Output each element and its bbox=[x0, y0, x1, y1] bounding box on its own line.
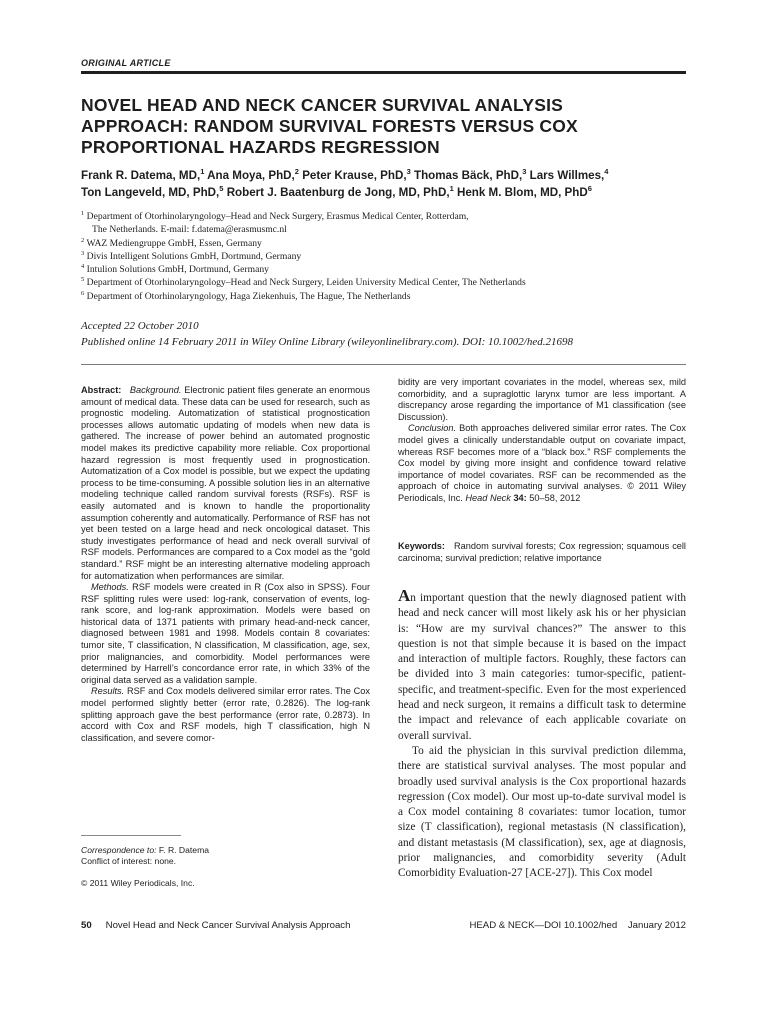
affiliation-number: 2 bbox=[81, 236, 85, 244]
journal-doi: HEAD & NECK—DOI 10.1002/hed bbox=[469, 920, 618, 931]
author-affiliation-mark: 2 bbox=[294, 167, 299, 177]
conclusion-label: Conclusion. bbox=[408, 423, 457, 434]
author-affiliation-mark: 3 bbox=[522, 167, 527, 177]
methods-label: Methods. bbox=[91, 582, 129, 593]
section-divider bbox=[81, 364, 686, 365]
publication-dates bbox=[81, 319, 691, 350]
footer-journal-info bbox=[469, 919, 686, 933]
accepted-date: Accepted 22 October 2010 bbox=[81, 320, 199, 332]
affiliation-text: Department of Otorhinolaryngology, Haga Ziekenhuis, The Hague, The Netherlands bbox=[86, 290, 411, 302]
abstract-conclusion bbox=[398, 423, 686, 504]
results-text: RSF and Cox models delivered similar error rates. The Cox model performed slightly better (error rate, 0.2826). The log-rank splitting approach gave the best performance (error rate, 0.2873). In accord with Cox and RSF models, high T classification, high N classification, and severe comor- bbox=[81, 686, 370, 743]
author-affiliation-mark: 1 bbox=[200, 167, 205, 177]
paragraph-text: n important question that the newly diagnosed patient with head and neck cancer will most likely ask his or her physician is: “How are my survival chances?” The answer to this question is not that simple because it is based on the impact and interaction of multiple factors. Roughly, these factors can be divided into 3 main categories: tumor-specific, patient-specific, and treatment-specific. Even for the most experienced head and neck surgeon, it remains a difficult task to determine the impact and relevance of each applicable covariate on overall survival. bbox=[398, 592, 686, 742]
footnotes bbox=[81, 845, 370, 889]
citation-volume: 34: bbox=[513, 492, 527, 503]
correspondence-label: Correspondence to: bbox=[81, 845, 157, 855]
affiliation-item bbox=[81, 276, 691, 289]
abstract-methods bbox=[81, 582, 370, 686]
author-name: Robert J. Baatenburg de Jong, MD, PhD, bbox=[226, 186, 450, 199]
issue-date: January 2012 bbox=[627, 920, 686, 931]
conflict-of-interest: Conflict of interest: none. bbox=[81, 856, 177, 866]
affiliation-number: 4 bbox=[81, 263, 85, 270]
affiliation-text: Divis Intelligent Solutions GmbH, Dortmund, Germany bbox=[86, 250, 302, 262]
body-paragraph bbox=[398, 586, 686, 744]
correspondence bbox=[81, 845, 370, 856]
keywords-label: Keywords: bbox=[398, 541, 445, 551]
author-affiliation-mark: 4 bbox=[604, 167, 609, 177]
affiliation-text: Department of Otorhinolaryngology–Head and Neck Surgery, Erasmus Medical Center, Rotterdam, bbox=[86, 211, 469, 222]
author-name: Lars Willmes, bbox=[529, 169, 605, 182]
results-label: Results. bbox=[91, 686, 125, 697]
citation-journal: Head Neck bbox=[465, 492, 511, 503]
running-title: Novel Head and Neck Cancer Survival Analysis Approach bbox=[105, 920, 351, 931]
affiliation-list bbox=[81, 210, 691, 303]
abstract-results bbox=[81, 686, 370, 744]
author-affiliation-mark: 6 bbox=[587, 184, 592, 194]
page-footer bbox=[81, 919, 686, 933]
abstract-background bbox=[81, 385, 370, 582]
abstract-continued bbox=[398, 377, 686, 505]
affiliation-number: 5 bbox=[81, 276, 85, 284]
affiliation-text: WAZ Mediengruppe GmbH, Essen, Germany bbox=[86, 237, 262, 249]
affiliation-number: 3 bbox=[81, 249, 85, 257]
author-list bbox=[81, 167, 691, 201]
page-number: 50 bbox=[81, 920, 92, 931]
copyright-notice: © 2011 Wiley Periodicals, Inc. bbox=[81, 878, 195, 888]
footnote-rule bbox=[81, 835, 181, 836]
affiliation-item bbox=[81, 250, 691, 263]
paragraph-text: To aid the physician in this survival prediction dilemma, there are statistical survival analyses. The most popular and broadly used survival analysis is the Cox proportional hazards regression (Cox model). Our most up-to-date survival model is a Cox model containing 8 covariates: tumor location, tumor size (T classification), regional metastasis (N classification), and distant metastasis (M classification), sex, age at diagnosis, prior malignancies, and comorbidity severity (Adult Comorbidity Evaluation-27 [ACE-27]). This Cox model bbox=[398, 744, 686, 880]
author-name: Ton Langeveld, MD, PhD, bbox=[81, 186, 220, 199]
section-label: ORIGINAL ARTICLE bbox=[81, 58, 171, 68]
author-name: Thomas Bäck, PhD, bbox=[413, 169, 523, 182]
affiliation-item bbox=[81, 237, 691, 250]
citation-pages: 50–58, 2012 bbox=[529, 492, 581, 503]
methods-text: RSF models were created in R (Cox also in SPSS). Four RSF splitting rules were used: log-rank, conservation of events, log-rank score, and log-rank approximation. Models were based on historical data of 1371 patients with primary head-and-neck cancer, diagnosed between 1981 and 1998. Models contain 8 covariates: tumor site, T classification, N classification, M classification, age, sex, prior malignancies, and comorbidity. Model performances were determined by Harrell’s concordance error rate, in which 33% of the original data served as a validation sample. bbox=[81, 582, 371, 685]
conclusion-text: Both approaches delivered similar error rates. The Cox model gives a clinically understandable output on covariate impact, whereas RSF becomes more of a “black box.” RSF complements the Cox model by giving more insight and confidence toward relative importance of model covariates. RSF can be recommended as the approach of choice in automating survival analyses. © 2011 Wiley Periodicals, Inc. bbox=[398, 423, 686, 503]
affiliation-number: 1 bbox=[81, 209, 85, 217]
author-name: Ana Moya, PhD, bbox=[207, 169, 295, 182]
affiliation-text: Department of Otorhinolaryngology–Head and Neck Surgery, Leiden University Medical Center, The Netherlands bbox=[86, 277, 526, 289]
published-online: Published online 14 February 2011 in Wiley Online Library (wileyonlinelibrary.com). DOI: 10.1002/hed.21698 bbox=[81, 335, 573, 348]
header-rule bbox=[81, 71, 686, 74]
keywords bbox=[398, 541, 686, 564]
body-paragraph bbox=[398, 744, 686, 882]
affiliation-item bbox=[81, 263, 691, 276]
correspondence-name: F. R. Datema bbox=[158, 845, 210, 855]
affiliation-number: 6 bbox=[81, 289, 85, 297]
drop-cap: A bbox=[398, 586, 411, 605]
title-line-1: NOVEL HEAD AND NECK CANCER SURVIVAL ANALYSIS bbox=[81, 95, 564, 115]
author-affiliation-mark: 1 bbox=[449, 184, 454, 194]
keywords-text: Random survival forests; Cox regression; squamous cell carcinoma; survival prediction; relative importance bbox=[398, 541, 686, 563]
title-line-3: PROPORTIONAL HAZARDS REGRESSION bbox=[81, 137, 440, 157]
title-line-2: APPROACH: RANDOM SURVIVAL FORESTS VERSUS COX bbox=[81, 116, 578, 136]
author-affiliation-mark: 5 bbox=[219, 184, 224, 194]
body-text bbox=[398, 586, 686, 882]
author-affiliation-mark: 3 bbox=[406, 167, 411, 177]
author-name: Frank R. Datema, MD, bbox=[81, 169, 201, 182]
author-name: Henk M. Blom, MD, PhD bbox=[456, 186, 588, 199]
affiliation-text-continued: The Netherlands. E-mail: f.datema@erasmusmc.nl bbox=[92, 224, 287, 236]
background-label: Background. bbox=[129, 385, 182, 395]
abstract bbox=[81, 385, 370, 744]
abstract-label: Abstract: bbox=[81, 385, 122, 395]
affiliation-item bbox=[81, 210, 691, 237]
affiliation-text: Intulion Solutions GmbH, Dortmund, Germany bbox=[86, 264, 269, 276]
article-title bbox=[81, 95, 686, 158]
author-name: Peter Krause, PhD, bbox=[302, 169, 407, 182]
results-continued: bidity are very important covariates in the model, whereas sex, mild comorbidity, and a supraglottic larynx tumor are less important. A discrepancy arose regarding the importance of M1 classification (see Discussion). bbox=[398, 377, 686, 422]
background-text: Electronic patient files generate an enormous amount of medical data. These data can be used for research, such as prognostic modeling. Automatization of statistical prognostication processes allows automatic updating of models when new data is gathered. The increase of power behind an automated prognostic model makes its predictive capability more reliable. Cox proportional hazard regression is most frequently used in prognostication. Automatization of a Cox model is possible, but we expect the updating process to be time-consuming. A possible solution lies in an alternative modeling technique called random survival forests (RSFs). RSF is easily automated and is known to handle the proportionality assumption coherently and automatically. Performance of RSF has not yet been tested on a large head and neck oncological dataset. This study investigates performance of head and neck overall survival of RSF models. Performances are compared to a Cox model as the “gold standard.” RSF might be an interesting alternative modeling approach for automatization when performances are similar. bbox=[81, 385, 370, 581]
affiliation-item bbox=[81, 290, 691, 303]
